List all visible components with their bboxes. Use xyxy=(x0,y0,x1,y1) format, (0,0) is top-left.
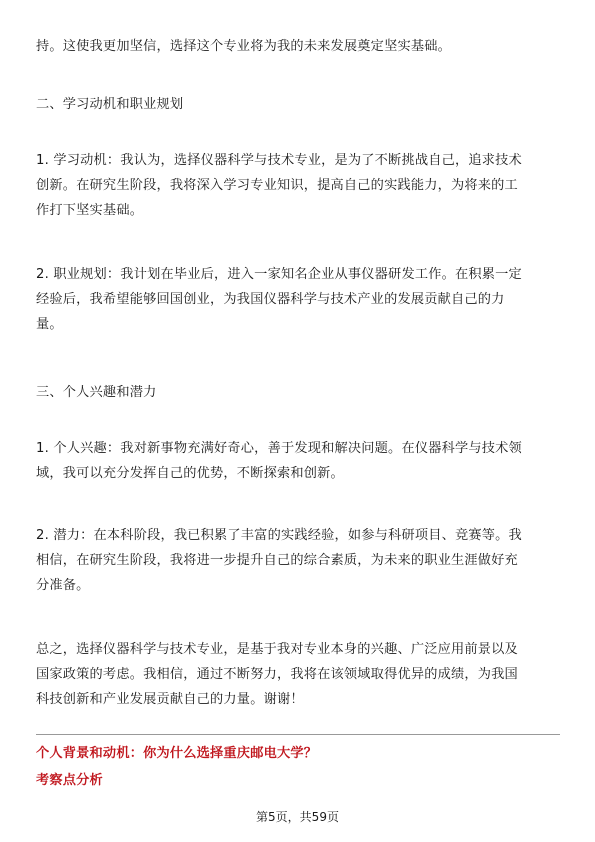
text-line: 作打下坚实基础。 xyxy=(36,203,144,218)
paragraph-intro-continuation xyxy=(36,34,560,59)
text-line: 经验后，我希望能够回国创业，为我国仪器科学与技术产业的发展贡献自己的力 xyxy=(36,292,505,307)
page-number: 第5页，共59页 xyxy=(256,810,339,824)
question-title: 个人背景和动机：你为什么选择重庆邮电大学？ xyxy=(36,746,318,761)
text-line: 创新。在研究生阶段，我将深入学习专业知识，提高自己的实践能力，为将来的工 xyxy=(36,178,518,193)
section-divider xyxy=(36,734,560,735)
paragraph-personal-interest xyxy=(36,436,560,486)
text-line: 总之，选择仪器科学与技术专业，是基于我对专业本身的兴趣、广泛应用前景以及 xyxy=(36,642,518,657)
text-line: 量。 xyxy=(36,317,63,332)
text-line: 科技创新和产业发展贡献自己的力量。谢谢！ xyxy=(36,692,304,707)
text-line: 相信，在研究生阶段，我将进一步提升自己的综合素质，为未来的职业生涯做好充 xyxy=(36,553,518,568)
text-line: 2. 职业规划：我计划在毕业后，进入一家知名企业从事仪器研发工作。在积累一定 xyxy=(36,267,522,282)
paragraph-conclusion xyxy=(36,637,560,712)
section-heading-2: 二、学习动机和职业规划 xyxy=(36,97,184,112)
text-line: 国家政策的考虑。我相信，通过不断努力，我将在该领域取得优异的成绩，为我国 xyxy=(36,667,518,682)
paragraph-study-motivation xyxy=(36,148,560,223)
section-heading-3: 三、个人兴趣和潜力 xyxy=(36,385,157,400)
text-line: 域，我可以充分发挥自己的优势，不断探索和创新。 xyxy=(36,466,344,481)
text-line: 分准备。 xyxy=(36,578,90,593)
paragraph-career-plan xyxy=(36,262,560,337)
text-line: 2. 潜力：在本科阶段，我已积累了丰富的实践经验，如参与科研项目、竞赛等。我 xyxy=(36,528,522,543)
text-line: 持。这使我更加坚信，选择这个专业将为我的未来发展奠定坚实基础。 xyxy=(36,39,452,54)
text-line: 1. 个人兴趣：我对新事物充满好奇心，善于发现和解决问题。在仪器科学与技术领 xyxy=(36,441,522,456)
paragraph-potential xyxy=(36,523,560,598)
text-line: 1. 学习动机：我认为，选择仪器科学与技术专业，是为了不断挑战自己，追求技术 xyxy=(36,153,522,168)
question-subtitle: 考察点分析 xyxy=(36,773,103,788)
